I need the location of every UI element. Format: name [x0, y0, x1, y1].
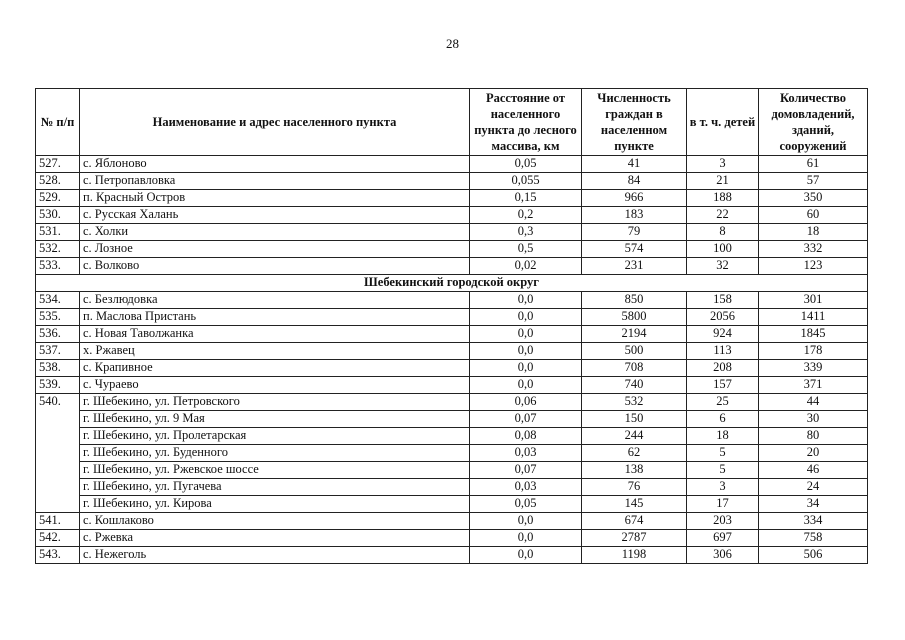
children-value: 924: [687, 326, 759, 343]
settlement-name: п. Красный Остров: [80, 190, 470, 207]
table-row: [36, 394, 868, 411]
table-row: [36, 479, 868, 496]
households-value: 332: [759, 241, 868, 258]
population-value: 183: [582, 207, 687, 224]
households-value: 301: [759, 292, 868, 309]
row-number: 540.: [36, 394, 80, 411]
table-row: [36, 360, 868, 377]
settlement-name: с. Петропавловка: [80, 173, 470, 190]
distance-value: 0,03: [470, 479, 582, 496]
population-value: 966: [582, 190, 687, 207]
row-number: [36, 428, 80, 445]
settlement-name: с. Яблоново: [80, 156, 470, 173]
settlement-name: с. Новая Таволжанка: [80, 326, 470, 343]
row-number: 536.: [36, 326, 80, 343]
households-value: 80: [759, 428, 868, 445]
children-value: 18: [687, 428, 759, 445]
settlement-name: п. Маслова Пристань: [80, 309, 470, 326]
settlement-name: х. Ржавец: [80, 343, 470, 360]
row-number: [36, 462, 80, 479]
row-number: 541.: [36, 513, 80, 530]
households-value: 1845: [759, 326, 868, 343]
children-value: 2056: [687, 309, 759, 326]
distance-value: 0,3: [470, 224, 582, 241]
distance-value: 0,07: [470, 411, 582, 428]
distance-value: 0,0: [470, 513, 582, 530]
children-value: 21: [687, 173, 759, 190]
row-number: 532.: [36, 241, 80, 258]
header-name: Наименование и адрес населенного пункта: [80, 89, 470, 156]
settlement-name: с. Безлюдовка: [80, 292, 470, 309]
children-value: 203: [687, 513, 759, 530]
table-row: [36, 241, 868, 258]
children-value: 306: [687, 547, 759, 564]
households-value: 758: [759, 530, 868, 547]
section-row-group: [36, 275, 868, 292]
settlement-name: г. Шебекино, ул. Петровского: [80, 394, 470, 411]
row-number: 530.: [36, 207, 80, 224]
children-value: 17: [687, 496, 759, 513]
distance-value: 0,0: [470, 547, 582, 564]
children-value: 5: [687, 462, 759, 479]
population-value: 532: [582, 394, 687, 411]
header-population: Численность граждан в населенном пункте: [582, 89, 687, 156]
distance-value: 0,03: [470, 445, 582, 462]
distance-value: 0,0: [470, 377, 582, 394]
settlement-name: с. Чураево: [80, 377, 470, 394]
households-value: 30: [759, 411, 868, 428]
table-row: [36, 377, 868, 394]
households-value: 1411: [759, 309, 868, 326]
households-value: 60: [759, 207, 868, 224]
distance-value: 0,0: [470, 343, 582, 360]
population-value: 150: [582, 411, 687, 428]
table-row: [36, 462, 868, 479]
distance-value: 0,055: [470, 173, 582, 190]
children-value: 697: [687, 530, 759, 547]
children-value: 188: [687, 190, 759, 207]
row-number: 534.: [36, 292, 80, 309]
settlement-name: г. Шебекино, ул. Буденного: [80, 445, 470, 462]
table-row: [36, 530, 868, 547]
population-value: 500: [582, 343, 687, 360]
distance-value: 0,2: [470, 207, 582, 224]
distance-value: 0,0: [470, 360, 582, 377]
households-value: 46: [759, 462, 868, 479]
distance-value: 0,06: [470, 394, 582, 411]
households-value: 44: [759, 394, 868, 411]
population-value: 41: [582, 156, 687, 173]
table-row: [36, 292, 868, 309]
households-value: 61: [759, 156, 868, 173]
table-row: [36, 190, 868, 207]
children-value: 100: [687, 241, 759, 258]
households-value: 339: [759, 360, 868, 377]
distance-value: 0,05: [470, 156, 582, 173]
settlement-name: с. Крапивное: [80, 360, 470, 377]
table-body-lower: [36, 292, 868, 564]
distance-value: 0,07: [470, 462, 582, 479]
row-number: 537.: [36, 343, 80, 360]
settlement-name: г. Шебекино, ул. Кирова: [80, 496, 470, 513]
table-row: [36, 343, 868, 360]
table-row: [36, 173, 868, 190]
row-number: 542.: [36, 530, 80, 547]
row-number: 543.: [36, 547, 80, 564]
table-body-upper: [36, 156, 868, 275]
row-number: [36, 496, 80, 513]
table-row: [36, 496, 868, 513]
population-value: 574: [582, 241, 687, 258]
population-value: 850: [582, 292, 687, 309]
page-number: 28: [446, 36, 459, 51]
settlement-name: г. Шебекино, ул. Пугачева: [80, 479, 470, 496]
row-number: 535.: [36, 309, 80, 326]
settlement-name: с. Ржевка: [80, 530, 470, 547]
settlement-name: с. Холки: [80, 224, 470, 241]
population-value: 708: [582, 360, 687, 377]
distance-value: 0,05: [470, 496, 582, 513]
header-households: Количество домовладений, зданий, сооружений: [759, 89, 868, 156]
row-number: 531.: [36, 224, 80, 241]
population-value: 244: [582, 428, 687, 445]
table-header: [36, 89, 868, 156]
children-value: 208: [687, 360, 759, 377]
row-number: 528.: [36, 173, 80, 190]
row-number: [36, 445, 80, 462]
settlement-name: г. Шебекино, ул. Ржевское шоссе: [80, 462, 470, 479]
settlement-name: с. Кошлаково: [80, 513, 470, 530]
settlement-name: с. Лозное: [80, 241, 470, 258]
row-number: 538.: [36, 360, 80, 377]
population-value: 231: [582, 258, 687, 275]
row-number: [36, 411, 80, 428]
section-title: Шебекинский городской округ: [36, 275, 868, 292]
table-row: [36, 326, 868, 343]
section-row: [36, 275, 868, 292]
distance-value: 0,0: [470, 292, 582, 309]
population-value: 84: [582, 173, 687, 190]
row-number: 529.: [36, 190, 80, 207]
children-value: 157: [687, 377, 759, 394]
distance-value: 0,08: [470, 428, 582, 445]
children-value: 158: [687, 292, 759, 309]
table-row: [36, 428, 868, 445]
row-number: [36, 479, 80, 496]
children-value: 22: [687, 207, 759, 224]
distance-value: 0,0: [470, 530, 582, 547]
settlement-name: с. Волково: [80, 258, 470, 275]
table-row: [36, 156, 868, 173]
table-row: [36, 445, 868, 462]
population-value: 79: [582, 224, 687, 241]
children-value: 8: [687, 224, 759, 241]
children-value: 32: [687, 258, 759, 275]
settlement-name: г. Шебекино, ул. Пролетарская: [80, 428, 470, 445]
population-value: 2787: [582, 530, 687, 547]
households-value: 334: [759, 513, 868, 530]
distance-value: 0,15: [470, 190, 582, 207]
header-distance: Расстояние от населенного пункта до лесного массива, км: [470, 89, 582, 156]
header-num: № п/п: [36, 89, 80, 156]
households-value: 18: [759, 224, 868, 241]
distance-value: 0,0: [470, 326, 582, 343]
population-value: 138: [582, 462, 687, 479]
table-row: [36, 309, 868, 326]
settlement-name: с. Русская Халань: [80, 207, 470, 224]
households-value: 371: [759, 377, 868, 394]
settlement-name: с. Нежеголь: [80, 547, 470, 564]
table-row: [36, 258, 868, 275]
table-row: [36, 207, 868, 224]
population-value: 62: [582, 445, 687, 462]
settlement-name: г. Шебекино, ул. 9 Мая: [80, 411, 470, 428]
population-value: 76: [582, 479, 687, 496]
children-value: 6: [687, 411, 759, 428]
header-children: в т. ч. детей: [687, 89, 759, 156]
households-value: 123: [759, 258, 868, 275]
population-value: 674: [582, 513, 687, 530]
table-row: [36, 547, 868, 564]
children-value: 25: [687, 394, 759, 411]
households-value: 57: [759, 173, 868, 190]
distance-value: 0,02: [470, 258, 582, 275]
children-value: 113: [687, 343, 759, 360]
population-value: 2194: [582, 326, 687, 343]
table-row: [36, 513, 868, 530]
children-value: 5: [687, 445, 759, 462]
distance-value: 0,5: [470, 241, 582, 258]
children-value: 3: [687, 156, 759, 173]
children-value: 3: [687, 479, 759, 496]
households-value: 34: [759, 496, 868, 513]
population-value: 5800: [582, 309, 687, 326]
households-value: 20: [759, 445, 868, 462]
row-number: 527.: [36, 156, 80, 173]
households-value: 24: [759, 479, 868, 496]
row-number: 539.: [36, 377, 80, 394]
households-value: 178: [759, 343, 868, 360]
population-value: 145: [582, 496, 687, 513]
population-value: 1198: [582, 547, 687, 564]
table-row: [36, 411, 868, 428]
households-value: 506: [759, 547, 868, 564]
settlements-table: [35, 88, 868, 564]
row-number: 533.: [36, 258, 80, 275]
households-value: 350: [759, 190, 868, 207]
table-row: [36, 224, 868, 241]
population-value: 740: [582, 377, 687, 394]
distance-value: 0,0: [470, 309, 582, 326]
